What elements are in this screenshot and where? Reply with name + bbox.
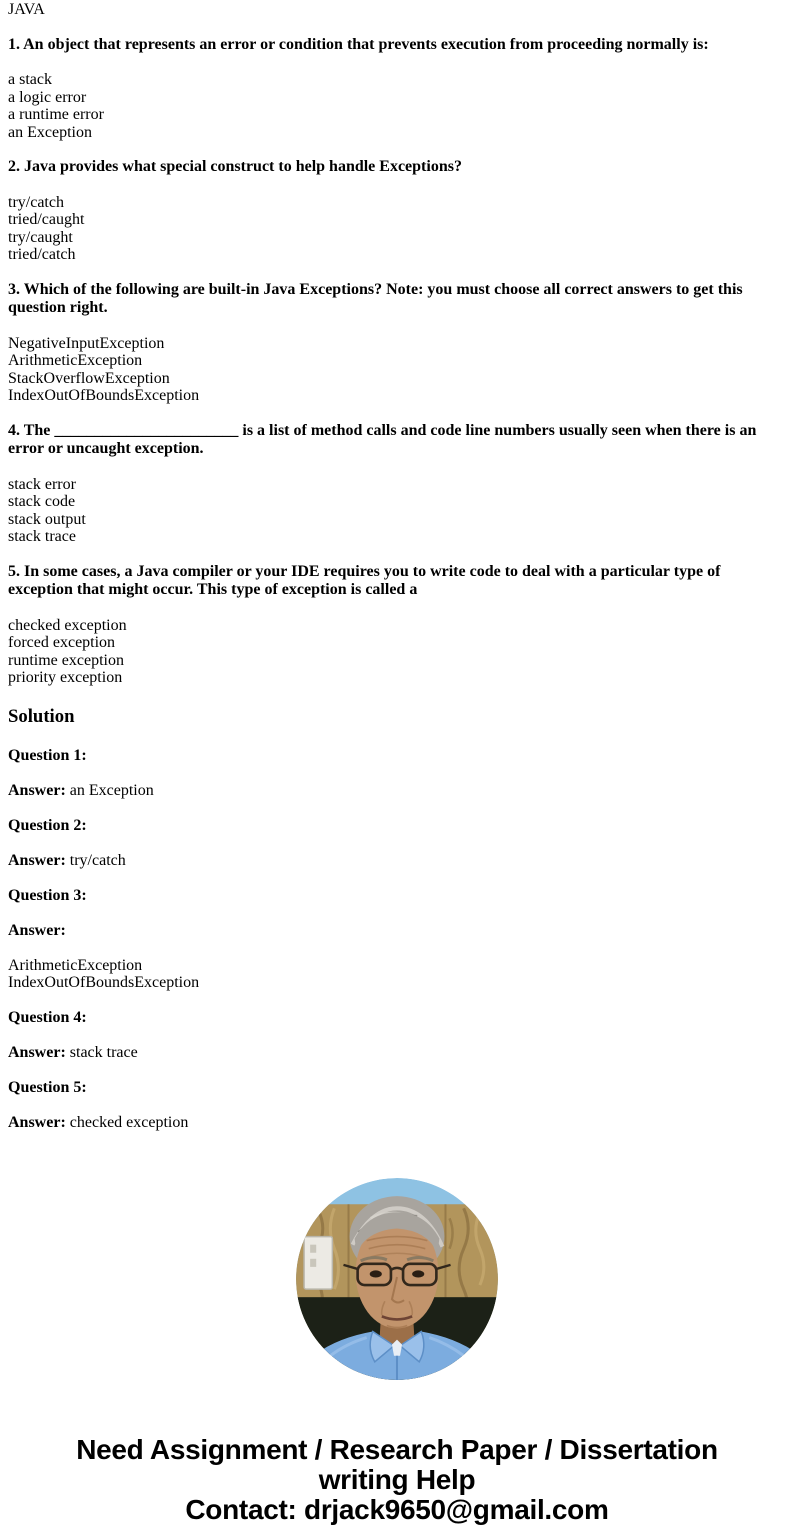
option-text: tried/catch: [8, 246, 76, 263]
option-text: try/caught: [8, 228, 73, 246]
solution-answer-5: [8, 1114, 786, 1132]
option-text: an Exception: [8, 123, 92, 141]
solution-answer-3: [8, 922, 786, 940]
option-text: NegativeInputException: [8, 334, 165, 352]
answer-label: Answer:: [8, 922, 66, 939]
question-5-heading: 5. In some cases, a Java compiler or your IDE requires you to write code to deal with a particular type of exception that might occur. This type of exception is called a: [8, 562, 721, 598]
option-text: stack code: [8, 493, 76, 510]
option-text: a runtime error: [8, 106, 104, 123]
footer-contact-email: Contact: drjack9650@gmail.com: [185, 1493, 609, 1525]
answer-label: Answer:: [8, 1044, 66, 1061]
document-body: [8, 1, 786, 1525]
solution-answer-1: [8, 782, 786, 800]
page-top-label: JAVA: [8, 1, 45, 18]
question-5-options: [8, 617, 786, 687]
option-text: stack trace: [8, 528, 76, 545]
answer-label: Answer:: [8, 782, 66, 799]
answer-value: an Exception: [69, 782, 154, 799]
solution-question-1-label: Question 1:: [8, 746, 87, 764]
answer-line: ArithmeticException: [8, 956, 143, 974]
option-text: a logic error: [8, 88, 87, 106]
option-text: a stack: [8, 71, 52, 88]
footer-line: writing Help: [318, 1463, 476, 1495]
answer-value: checked exception: [69, 1114, 189, 1131]
footer-ad: [8, 1435, 786, 1525]
solution-answer-3-lines: [8, 957, 786, 992]
option-text: stack error: [8, 475, 76, 493]
question-1-options: [8, 71, 786, 141]
answer-label: Answer:: [8, 852, 66, 869]
solution-answer-4: [8, 1044, 786, 1062]
option-text: IndexOutOfBoundsException: [8, 387, 200, 404]
question-2-options: [8, 194, 786, 264]
question-4-heading: 4. The _______________________ is a list of method calls and code line numbers usually seen when there is an error or uncaught exception.: [8, 421, 757, 457]
tutor-photo: [296, 1178, 498, 1380]
solution-question-4-label: Question 4:: [8, 1008, 87, 1026]
solution-heading: Solution: [8, 705, 75, 727]
answer-line: IndexOutOfBoundsException: [8, 974, 200, 991]
tutor-photo-illustration: [296, 1178, 498, 1380]
solution-answer-2: [8, 852, 786, 870]
answer-value: try/catch: [69, 852, 126, 869]
portrait-section: [8, 1178, 786, 1385]
question-3-heading: 3. Which of the following are built-in Java Exceptions? Note: you must choose all correct answers to get this question right.: [8, 280, 743, 316]
solution-question-2-label: Question 2:: [8, 816, 87, 834]
option-text: try/catch: [8, 193, 64, 211]
option-text: ArithmeticException: [8, 352, 143, 369]
solution-question-5-label: Question 5:: [8, 1078, 87, 1096]
option-text: checked exception: [8, 616, 127, 634]
option-text: forced exception: [8, 634, 116, 651]
footer-line: Need Assignment / Research Paper / Dissertation: [76, 1433, 718, 1465]
option-text: runtime exception: [8, 651, 124, 669]
answer-value: stack trace: [69, 1044, 138, 1061]
question-1-heading: 1. An object that represents an error or condition that prevents execution from proceeding normally is:: [8, 35, 709, 53]
option-text: stack output: [8, 510, 86, 528]
solution-question-3-label: Question 3:: [8, 886, 87, 904]
question-4-options: [8, 476, 786, 546]
option-text: StackOverflowException: [8, 369, 170, 387]
option-text: tried/caught: [8, 211, 85, 228]
option-text: priority exception: [8, 669, 123, 686]
question-3-options: [8, 335, 786, 405]
question-2-heading: 2. Java provides what special construct to help handle Exceptions?: [8, 158, 462, 175]
answer-label: Answer:: [8, 1114, 66, 1131]
